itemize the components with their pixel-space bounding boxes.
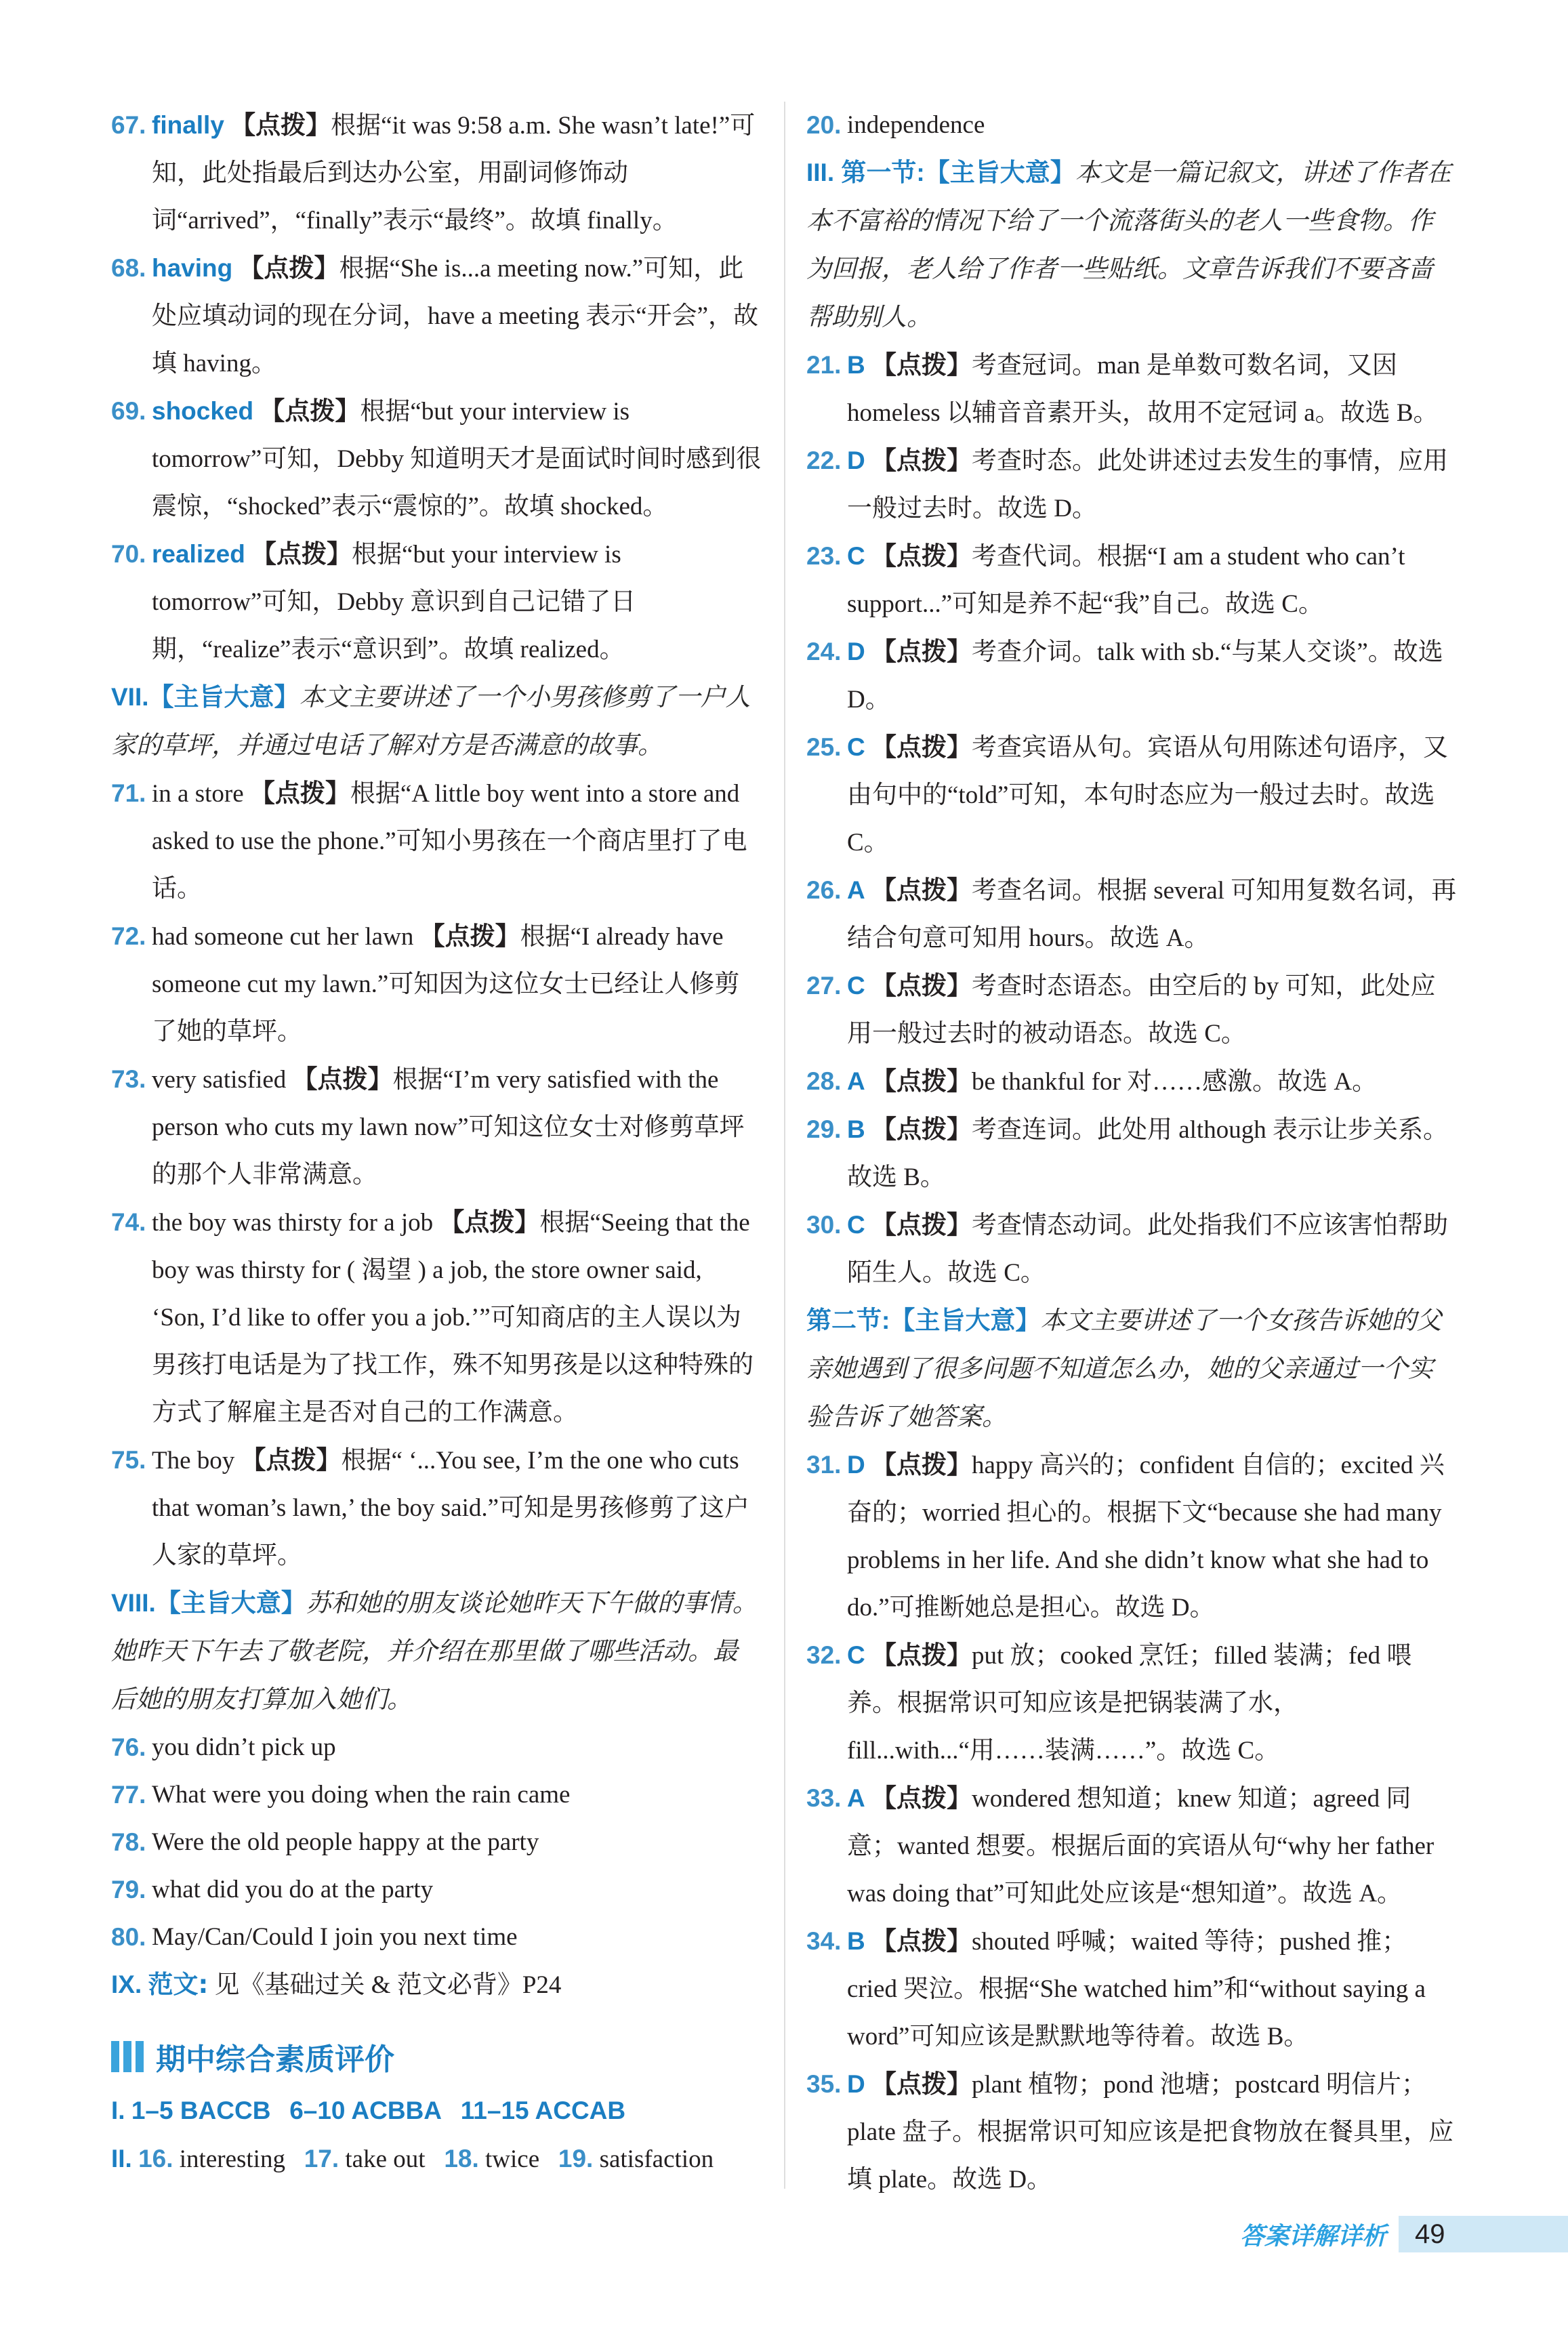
answer-item-68 bbox=[111, 245, 762, 388]
section-iii-1-summary bbox=[806, 149, 1457, 342]
item-number: 30. bbox=[806, 1211, 842, 1239]
item-number: 21. bbox=[806, 351, 842, 379]
section-label: VII. bbox=[111, 683, 149, 711]
answer-item-27 bbox=[806, 962, 1457, 1058]
answer-item-28 bbox=[806, 1058, 1457, 1106]
answer-key: A bbox=[847, 876, 865, 904]
explanation-text: 根据“I’m very satisfied with the person who cuts my lawn now”可知这位女士对修剪草坪的那个人非常满意。 bbox=[152, 1066, 745, 1189]
tip-label: 【点拨】 bbox=[871, 541, 972, 571]
explanation-text: 考查介词。talk with sb.“与某人交谈”。故选 D。 bbox=[847, 638, 1443, 714]
tip-label: 【点拨】 bbox=[249, 779, 350, 808]
answer-item-22 bbox=[806, 437, 1457, 533]
answer-item-20 bbox=[806, 102, 1457, 149]
answer-item-70 bbox=[111, 531, 762, 674]
explanation-text: 考查代词。根据“I am a student who can’t support...”可知是养不起“我”自己。故选 C。 bbox=[847, 543, 1405, 618]
tip-label: 【点拨】 bbox=[292, 1065, 393, 1094]
item-number: 75. bbox=[111, 1446, 146, 1474]
explanation-text: 考查情态动词。此处指我们不应该害怕帮助陌生人。故选 C。 bbox=[847, 1212, 1448, 1287]
answer-key: C bbox=[847, 733, 865, 761]
answer-key: having bbox=[152, 254, 233, 282]
model-essay-label: 范文: bbox=[148, 1970, 209, 1999]
explanation-text: 根据“but your interview is tomorrow”可知，Debby 意识到自己记错了日期，“realize”表示“意识到”。故填 realized。 bbox=[152, 541, 636, 663]
answer-key: shocked bbox=[152, 397, 254, 425]
answer-text: Were the old people happy at the party bbox=[152, 1828, 539, 1856]
answer-item-76 bbox=[111, 1724, 762, 1771]
tip-label: 【点拨】 bbox=[419, 922, 520, 951]
answer-item-30 bbox=[806, 1201, 1457, 1297]
tip-label: 【点拨】 bbox=[871, 350, 972, 379]
item-number: 33. bbox=[806, 1784, 842, 1812]
explanation-text: 考查宾语从句。宾语从句用陈述句语序，又由句中的“told”可知，本句时态应为一般过去时。故选 C。 bbox=[847, 734, 1448, 857]
tip-label: 【点拨】 bbox=[251, 539, 352, 569]
midterm-part-i bbox=[111, 2087, 762, 2135]
item-number: 17. bbox=[304, 2145, 339, 2172]
explanation-text: 根据“She is...a meeting now.”可知，此处应填动词的现在分词，have a meeting 表示“开会”，故填 having。 bbox=[152, 255, 759, 377]
item-number: 76. bbox=[111, 1733, 146, 1761]
answer-key: B bbox=[847, 1115, 865, 1143]
answer-key: C bbox=[847, 1641, 865, 1669]
answer-key: A bbox=[847, 1067, 865, 1095]
answer-text: twice bbox=[485, 2145, 540, 2173]
answer-item-72 bbox=[111, 913, 762, 1056]
midterm-title: 期中综合素质评价 bbox=[156, 2042, 394, 2077]
answer-text: had someone cut her lawn bbox=[152, 923, 414, 951]
answer-item-29 bbox=[806, 1106, 1457, 1201]
answer-item-34 bbox=[806, 1918, 1457, 2061]
item-number: 68. bbox=[111, 254, 146, 282]
answer-item-21 bbox=[806, 342, 1457, 437]
section-label: 第二节: bbox=[806, 1306, 890, 1334]
item-number: 22. bbox=[806, 447, 842, 474]
answer-text: take out bbox=[345, 2145, 426, 2173]
answer-text: The boy bbox=[152, 1447, 235, 1475]
answer-text: you didn’t pick up bbox=[152, 1733, 336, 1761]
tip-label: 【点拨】 bbox=[260, 396, 360, 426]
item-number: 23. bbox=[806, 542, 842, 570]
answer-key: finally bbox=[152, 111, 224, 139]
answer-item-71 bbox=[111, 770, 762, 913]
tip-label: 【点拨】 bbox=[871, 1115, 972, 1144]
item-number: 69. bbox=[111, 397, 146, 425]
item-number: 78. bbox=[111, 1828, 146, 1856]
left-column bbox=[111, 102, 762, 2183]
explanation-text: 根据“I already have someone cut my lawn.”可知因为这位女士已经让人修剪了她的草坪。 bbox=[152, 923, 740, 1046]
section-vii-summary bbox=[111, 674, 762, 770]
answer-key: C bbox=[847, 972, 865, 999]
explanation-text: 根据“A little boy went into a store and asked to use the phone.”可知小男孩在一个商店里打了电话。 bbox=[152, 780, 747, 903]
answer-text: What were you doing when the rain came bbox=[152, 1781, 571, 1809]
item-number: 73. bbox=[111, 1065, 146, 1093]
answer-item-31 bbox=[806, 1441, 1457, 1632]
explanation-text: 根据“ ‘...You see, I’m the one who cuts that woman’s lawn,’ the boy said.”可知是男孩修剪了这户人家的草坪。 bbox=[152, 1447, 750, 1569]
section-ix bbox=[111, 1961, 762, 2009]
tip-label: 【点拨】 bbox=[241, 1445, 342, 1475]
answer-key: C bbox=[847, 542, 865, 570]
explanation-text: 考查时态。此处讲述过去发生的事情，应用一般过去时。故选 D。 bbox=[847, 447, 1448, 522]
item-number: 67. bbox=[111, 111, 146, 139]
part-label: II. bbox=[111, 2145, 132, 2172]
midterm-part-ii bbox=[111, 2135, 762, 2183]
answer-key: B bbox=[847, 1927, 865, 1955]
item-number: 70. bbox=[111, 540, 146, 568]
answer-keys-6-10: 6–10 ACBBA bbox=[289, 2097, 442, 2124]
explanation-text: 考查时态语态。由空后的 by 可知，此处应用一般过去时的被动语态。故选 C。 bbox=[847, 972, 1436, 1048]
summary-text: 本文是一篇记叙文，讲述了作者在本不富裕的情况下给了一个流落街头的老人一些食物。作为回报，老人给了作者一些贴纸。文章告诉我们不要吝啬帮助别人。 bbox=[806, 158, 1451, 331]
answer-item-67 bbox=[111, 102, 762, 245]
answer-keys-1-5: 1–5 BACCB bbox=[131, 2097, 271, 2124]
explanation-text: put 放；cooked 烹饪；filled 装满；fed 喂养。根据常识可知应该是把锅装满了水，fill...with...“用……装满……”。故选 C。 bbox=[847, 1642, 1412, 1765]
item-number: 16. bbox=[138, 2145, 173, 2172]
item-number: 72. bbox=[111, 922, 146, 950]
answer-item-74 bbox=[111, 1199, 762, 1437]
item-number: 34. bbox=[806, 1927, 842, 1955]
answer-item-75 bbox=[111, 1437, 762, 1580]
answer-text: in a store bbox=[152, 780, 244, 808]
item-number: 19. bbox=[558, 2145, 594, 2172]
answer-key: D bbox=[847, 638, 865, 665]
answer-text: independence bbox=[847, 111, 985, 139]
summary-keyword: 【主旨大意】 bbox=[148, 682, 300, 712]
explanation-text: happy 高兴的；confident 自信的；excited 兴奋的；worried 担心的。根据下文“because she had many problems in her life. And she didn’t know what she had to do.”可推断她总是担心。故选 D。 bbox=[847, 1451, 1445, 1622]
answer-item-32 bbox=[806, 1632, 1457, 1775]
item-number: 79. bbox=[111, 1876, 146, 1903]
right-column bbox=[806, 102, 1457, 2204]
explanation-text: 根据“it was 9:58 a.m. She wasn’t late!”可知，此处指最后到达办公室，用副词修饰动词“arrived”，“finally”表示“最终”。故填 finally。 bbox=[152, 112, 756, 234]
item-number: 28. bbox=[806, 1067, 842, 1095]
answer-text: what did you do at the party bbox=[152, 1876, 434, 1903]
answer-text: satisfaction bbox=[599, 2145, 714, 2173]
answer-text: May/Can/Could I join you next time bbox=[152, 1923, 518, 1951]
answer-text: interesting bbox=[179, 2145, 285, 2173]
answer-item-77 bbox=[111, 1771, 762, 1819]
explanation-text: plant 植物；pond 池塘；postcard 明信片；plate 盘子。根据常识可知应该是把食物放在餐具里，应填 plate。故选 D。 bbox=[847, 2071, 1454, 2193]
item-number: 80. bbox=[111, 1923, 146, 1951]
tip-label: 【点拨】 bbox=[871, 733, 972, 762]
explanation-text: 根据“Seeing that the boy was thirsty for ( 渴望 ) a job, the store owner said, ‘Son, I’d like to offer you a job.’”可知商店的主人误以为男孩打电话是为了找工作，殊不知男孩是以这种特殊的方式了解雇主是否对自己的工作满意。 bbox=[152, 1209, 754, 1426]
section-viii-summary bbox=[111, 1580, 762, 1724]
tip-label: 【点拨】 bbox=[871, 1067, 972, 1096]
explanation-text: 根据“but your interview is tomorrow”可知，Debby 知道明天才是面试时间时感到很震惊，“shocked”表示“震惊的”。故填 shocked。 bbox=[152, 398, 762, 520]
summary-text: 苏和她的朋友谈论她昨天下午做的事情。她昨天下午去了敬老院，并介绍在那里做了哪些活动。最后她的朋友打算加入她们。 bbox=[111, 1588, 758, 1714]
item-number: 27. bbox=[806, 972, 842, 999]
answer-item-23 bbox=[806, 533, 1457, 628]
tip-label: 【点拨】 bbox=[230, 110, 331, 140]
explanation-text: be thankful for 对……感激。故选 A。 bbox=[971, 1068, 1378, 1096]
answer-key: B bbox=[847, 351, 865, 379]
item-number: 32. bbox=[806, 1641, 842, 1669]
item-number: 18. bbox=[444, 2145, 479, 2172]
answer-item-69 bbox=[111, 388, 762, 531]
summary-keyword: 【主旨大意】 bbox=[924, 158, 1075, 187]
section-iii-2-summary bbox=[806, 1297, 1457, 1441]
item-number: 29. bbox=[806, 1115, 842, 1143]
page-number: 49 bbox=[1399, 2216, 1568, 2252]
answer-item-25 bbox=[806, 724, 1457, 867]
tip-label: 【点拨】 bbox=[871, 971, 972, 1000]
answer-item-35 bbox=[806, 2061, 1457, 2204]
answer-key: D bbox=[847, 1451, 865, 1479]
summary-keyword: 【主旨大意】 bbox=[890, 1306, 1041, 1335]
answer-item-26 bbox=[806, 867, 1457, 962]
answer-key: C bbox=[847, 1211, 865, 1239]
tip-label: 【点拨】 bbox=[871, 446, 972, 475]
answer-key: D bbox=[847, 447, 865, 474]
item-number: 77. bbox=[111, 1781, 146, 1809]
tip-label: 【点拨】 bbox=[871, 875, 972, 905]
answer-item-78 bbox=[111, 1819, 762, 1866]
tip-label: 【点拨】 bbox=[871, 1641, 972, 1670]
part-label: I. bbox=[111, 2097, 125, 2124]
answer-item-79 bbox=[111, 1866, 762, 1914]
tip-label: 【点拨】 bbox=[871, 2069, 972, 2099]
answer-item-80 bbox=[111, 1914, 762, 1961]
model-essay-ref: 见《基础过关 & 范文必背》P24 bbox=[214, 1971, 562, 1999]
explanation-text: 考查冠词。man 是单数可数名词，又因 homeless 以辅音音素开头，故用不定冠词 a。故选 B。 bbox=[847, 352, 1439, 427]
tip-label: 【点拨】 bbox=[239, 253, 339, 283]
summary-text: 本文主要讲述了一个小男孩修剪了一户人家的草坪，并通过电话了解对方是否满意的故事。 bbox=[111, 682, 751, 760]
answer-key: realized bbox=[152, 540, 245, 568]
item-number: 25. bbox=[806, 733, 842, 761]
answer-item-73 bbox=[111, 1056, 762, 1199]
tip-label: 【点拨】 bbox=[871, 1926, 972, 1956]
answer-text: very satisfied bbox=[152, 1066, 287, 1094]
tip-label: 【点拨】 bbox=[871, 1784, 972, 1813]
explanation-text: shouted 呼喊；waited 等待；pushed 推；cried 哭泣。根据“She watched him”和“without saying a word”可知应该是默默地等待着。故选 B。 bbox=[847, 1928, 1426, 2050]
explanation-text: wondered 想知道；knew 知道；agreed 同意；wanted 想要。根据后面的宾语从句“why her father was doing that”可知此处应该是“想知道”。故选 A。 bbox=[847, 1785, 1435, 1908]
item-number: 26. bbox=[806, 876, 842, 904]
answer-key: D bbox=[847, 2070, 865, 2098]
answer-item-24 bbox=[806, 628, 1457, 724]
section-label: VIII. bbox=[111, 1589, 156, 1617]
item-number: 31. bbox=[806, 1451, 842, 1479]
explanation-text: 考查连词。此处用 although 表示让步关系。故选 B。 bbox=[847, 1116, 1448, 1191]
item-number: 74. bbox=[111, 1208, 146, 1236]
summary-text: 本文主要讲述了一个女孩告诉她的父亲她遇到了很多问题不知道怎么办，她的父亲通过一个实验告诉了她答案。 bbox=[806, 1306, 1442, 1431]
item-number: 24. bbox=[806, 638, 842, 665]
page-footer bbox=[1240, 2216, 1568, 2252]
summary-keyword: 【主旨大意】 bbox=[155, 1588, 306, 1617]
column-divider bbox=[784, 102, 785, 2189]
answer-item-33 bbox=[806, 1775, 1457, 1918]
midterm-heading bbox=[111, 2033, 762, 2080]
answer-key: A bbox=[847, 1784, 865, 1812]
section-label: III. 第一节: bbox=[806, 159, 925, 186]
item-number: 20. bbox=[806, 111, 842, 139]
item-number: 35. bbox=[806, 2070, 842, 2098]
answer-text: the boy was thirsty for a job bbox=[152, 1209, 434, 1237]
tip-label: 【点拨】 bbox=[871, 1210, 972, 1239]
explanation-text: 考查名词。根据 several 可知用复数名词，再结合句意可知用 hours。故选 A。 bbox=[847, 877, 1457, 952]
tip-label: 【点拨】 bbox=[871, 1450, 972, 1479]
tip-label: 【点拨】 bbox=[871, 637, 972, 666]
heading-bars-icon bbox=[111, 2041, 144, 2072]
footer-title: 答案详解详析 bbox=[1239, 2222, 1386, 2250]
item-number: 71. bbox=[111, 779, 146, 807]
section-label: IX. bbox=[111, 1971, 142, 1998]
answer-keys-11-15: 11–15 ACCAB bbox=[460, 2097, 626, 2124]
tip-label: 【点拨】 bbox=[439, 1208, 540, 1237]
